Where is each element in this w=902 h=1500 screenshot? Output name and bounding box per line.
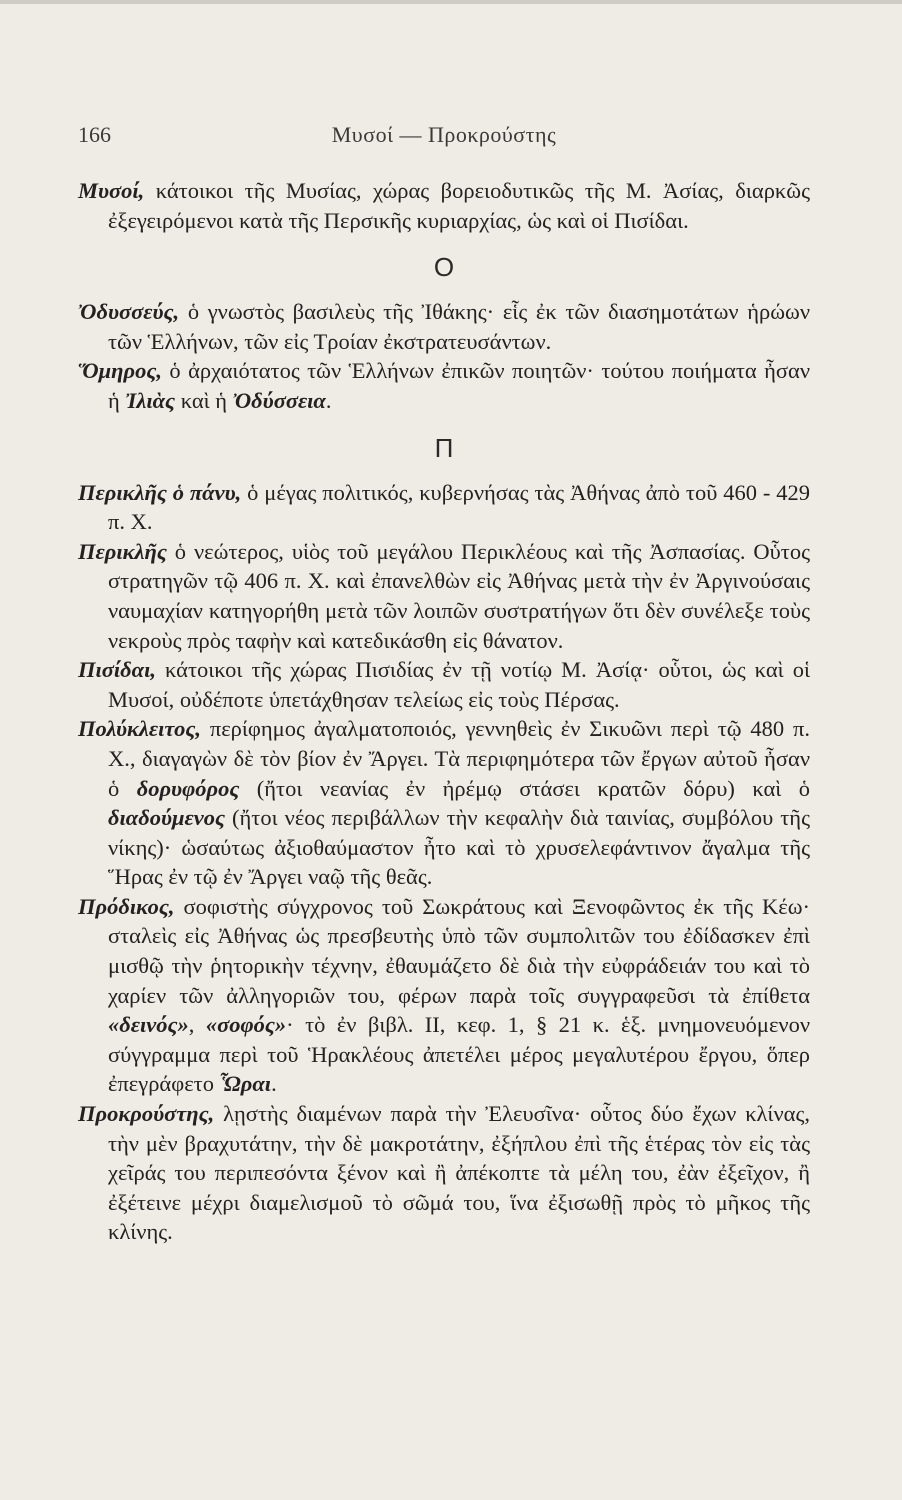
entry-text: ὁ ἀρχαιότατος τῶν Ἑλλήνων ἐπικῶν ποιητῶν· τούτου ποιήματα ἦσαν ἡ [108,358,810,413]
headword: Ὅμηρος, [78,358,163,384]
headword: Πολύκλειτος, [78,716,201,742]
emphasis-term: Ὀδύσσεια [232,387,326,413]
entry-text: (ἤτοι νέος περιβάλλων τὴν κεφαλὴν διὰ ταινίας, συμβόλου τῆς νίκης)· ὡσαύτως ἀξιοθαύμαστον ἦτο καὶ τὸ χρυσελεφάντινον ἄγαλμα τῆς Ἥρας ἐν τῷ ἐν Ἄργει ναῷ τῆς θεᾶς. [108,805,810,890]
emphasis-term: «δεινός» [108,1012,189,1038]
entry-prodikos [78,892,810,1099]
entry-odysseus [78,297,810,356]
entry-perikles-elder [78,478,810,537]
emphasis-term: Ἰλιὰς [125,387,176,413]
entry-text: σοφιστὴς σύγχρονος τοῦ Σωκράτους καὶ Ξενοφῶντος ἐκ τῆς Κέω· σταλεὶς εἰς Ἀθήνας ὡς πρεσβευτὴς ὑπὸ τῶν συμπολιτῶν του ἐδίδασκεν ἐπὶ μισθῷ τὴν ῥητορικὴν τέχνην, ἐθαυμάζετο δὲ διὰ τὴν εὐφράδειάν του καὶ τὸ χαρίεν τῶν ἀλληγοριῶν του, φέρων παρὰ τοῖς συγγραφεῦσι τὰ ἐπίθετα [108,893,810,1008]
running-header [78,122,810,154]
entry-text: · τὸ ἐν βιβλ. II, κεφ. 1, § 21 κ. ἑξ. μνημονευόμενον σύγγραμμα περὶ τοῦ Ἡρακλέους ἀπετέλει μέρος μεγαλυτέρου ἔργου, ὅπερ ἐπεγράφετο [108,1012,810,1097]
entry-text: καὶ ἡ [175,387,233,413]
headword: Πρόδικος, [78,893,175,919]
entry-text: κάτοικοι τῆς Μυσίας, χώρας βορειοδυτικῶς τῆς Μ. Ἀσίας, διαρκῶς ἐξεγειρόμενοι κατὰ τῆς Περσικῆς κυριαρχίας, ὡς καὶ οἱ Πισίδαι. [108,178,810,233]
entry-polykleitos [78,714,810,892]
emphasis-term: διαδούμενος [108,805,226,831]
entry-text: , [188,1012,206,1038]
headword: Ὀδυσσεύς, [78,299,180,325]
entry-text: (ἤτοι νεανίας ἐν ἠρέμῳ στάσει κρατῶν δόρυ) καὶ ὁ [239,775,811,801]
page-number: 166 [78,122,111,147]
entry-prokroustes [78,1099,810,1247]
entry-text: ὁ γνωστὸς βασιλεὺς τῆς Ἰθάκης· εἷς ἐκ τῶν διασημοτάτων ἡρώων τῶν Ἑλλήνων, τῶν εἰς Τροίαν ἐκστρατευσάντων. [108,299,810,354]
letter-heading-o: Ο [433,252,455,283]
headword: Πισίδαι, [78,657,156,683]
entry-pisidai [78,655,810,714]
entry-text: κάτοικοι τῆς χώρας Πισιδίας ἐν τῇ νοτίῳ Μ. Ἀσίᾳ· οὗτοι, ὡς καὶ οἱ Μυσοί, οὐδέποτε ὑπετάχθησαν τελείως εἰς τοὺς Πέρσας. [108,657,810,712]
emphasis-term: Ὧραι [219,1071,272,1097]
entry-text: . [325,387,332,413]
entry-perikles-younger [78,537,810,655]
entry-text: . [271,1071,277,1097]
entry-text: ὁ νεώτερος, υἱὸς τοῦ μεγάλου Περικλέους καὶ τῆς Ἀσπασίας. Οὗτος στρατηγῶν τῷ 406 π. Χ. καὶ ἐπανελθὼν εἰς Ἀθήνας μετὰ τὴν ἐν Ἀργινούσαις ναυμαχίαν κατηγορήθη μετὰ τῶν λοιπῶν συστρατήγων ὅτι δὲν συνέλεξε τοὺς νεκροὺς πρὸς ταφὴν καὶ κατεδικάσθη εἰς θάνατον. [108,538,810,653]
entry-text: ὁ μέγας πολιτικός, κυβερνήσας τὰς Ἀθήνας ἀπὸ τοῦ 460 - 429 π. Χ. [108,479,811,535]
letter-heading-pi: Π [434,432,454,463]
entry-mysoi [78,176,810,235]
top-edge [0,0,902,4]
headword: Προκρούστης, [78,1101,215,1127]
emphasis-term: δορυφόρος [136,775,240,801]
headword: Περικλῆς [78,538,167,564]
entry-text: περίφημος ἀγαλματοποιός, γεννηθεὶς ἐν Σικυῶνι περὶ τῷ 480 π. Χ., διαγαγὼν δὲ τὸν βίον ἐν Ἄργει. Τὰ περιφημότερα τῶν ἔργων αὐτοῦ ἦσαν ὁ [108,716,810,801]
entry-omeros [78,356,810,415]
emphasis-term: «σοφός» [205,1012,287,1038]
entry-text: λῃστὴς διαμένων παρὰ τὴν Ἐλευσῖνα· οὗτος δύο ἔχων κλίνας, τὴν μὲν βραχυτάτην, τὴν δὲ μακροτάτην, ἐξήπλου ἐπὶ τῆς ἑτέρας τὸν εἰς τὰς χεῖράς του περιπεσόντα ξένον καὶ ἢ ἀπέκοπτε τὰ μέλη του, ἐὰν ἐξεῖχον, ἢ ἐξέτεινε μέχρι διαμελισμοῦ τὸ σῶμά του, ἵνα ἐξισωθῇ πρὸς τὸ μῆκος τῆς κλίνης. [108,1101,810,1245]
running-title: Μυσοί — Προκρούστης [331,122,557,147]
headword: Μυσοί, [78,178,145,203]
headword: Περικλῆς ὁ πάνυ, [78,479,242,505]
